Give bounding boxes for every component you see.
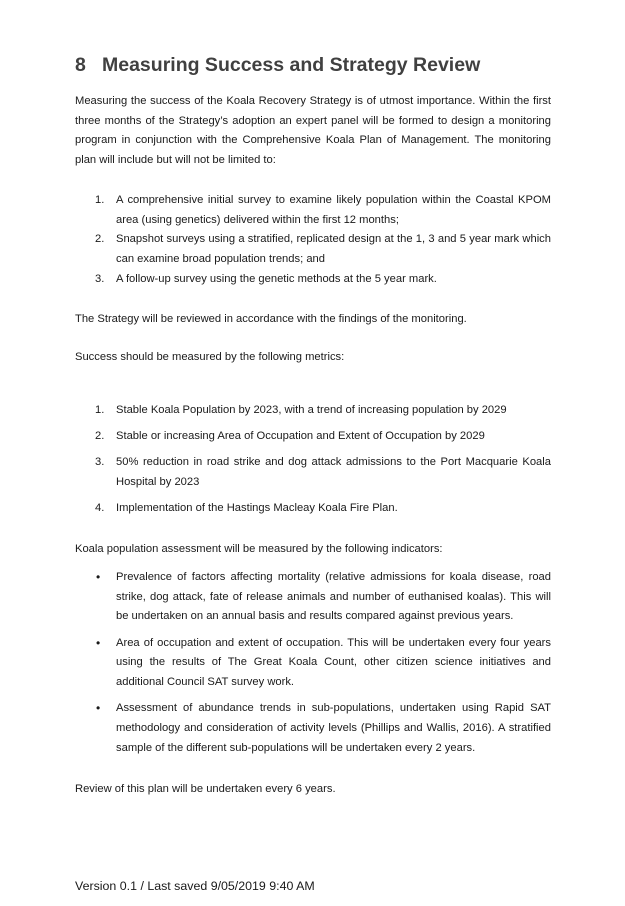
list-item (75, 634, 551, 693)
list-item-text: Area of occupation and extent of occupation. This will be undertaken every four years using the results of The Great Koala Count, other citizen science initiatives and additional Council SAT survey work. (116, 636, 551, 689)
list-item (75, 401, 551, 421)
section-title: Measuring Success and Strategy Review (102, 54, 481, 76)
list-item (75, 699, 551, 758)
list-item-text: 50% reduction in road strike and dog attack admissions to the Port Macquarie Koala Hospital by 2023 (116, 456, 551, 489)
list-item-text: Prevalence of factors affecting mortality (relative admissions for koala disease, road strike, dog attack, fate of release animals and number of euthanised koalas). This will be undertaken on an annual basis and results compared against previous years. (116, 571, 551, 623)
indicators-intro: Koala population assessment will be measured by the following indicators: (75, 543, 443, 555)
list-marker: 4. (95, 502, 105, 515)
monitoring-list (75, 191, 551, 290)
list-marker: 2. (95, 233, 105, 246)
list-item-text: Assessment of abundance trends in sub-populations, undertaken using Rapid SAT methodology and consideration of activity levels (Phillips and Wallis, 2016). A stratified sample of the different sub-populations will be undertaken every 2 years. (116, 702, 551, 754)
list-item (75, 270, 551, 290)
list-marker: 1. (95, 404, 105, 416)
list-item (75, 499, 551, 519)
bullet-icon: • (96, 701, 101, 716)
list-marker: 3. (95, 456, 105, 469)
metrics-list (75, 401, 551, 519)
section-heading (75, 53, 480, 77)
version-footer: Version 0.1 / Last saved 9/05/2019 9:40 AM (75, 879, 315, 893)
bullet-icon: • (96, 635, 101, 650)
list-marker: 2. (95, 430, 105, 443)
review-sentence: The Strategy will be reviewed in accordance with the findings of the monitoring. (75, 313, 467, 325)
list-item-text: Stable Koala Population by 2023, with a trend of increasing population by 2029 (116, 404, 507, 416)
list-item-text: A follow-up survey using the genetic methods at the 5 year mark. (116, 272, 437, 285)
bullet-icon: • (96, 570, 101, 584)
list-marker: 3. (95, 272, 105, 285)
indicators-list (75, 568, 551, 758)
intro-paragraph: Measuring the success of the Koala Recovery Strategy is of utmost importance. Within the first three months of the Strategy’s adoption an expert panel will be formed to design a monitoring program in conjunction with the Comprehensive Koala Plan of Management. The monitoring plan will include but will not be limited to: (75, 95, 551, 167)
metrics-intro: Success should be measured by the following metrics: (75, 351, 345, 363)
list-item (75, 453, 551, 492)
list-item-text: Stable or increasing Area of Occupation and Extent of Occupation by 2029 (116, 430, 485, 443)
list-item-text: A comprehensive initial survey to examine likely population within the Coastal KPOM area (using genetics) delivered within the first 12 months; (116, 194, 551, 226)
closing-sentence: Review of this plan will be undertaken every 6 years. (75, 783, 336, 795)
list-item-text: Snapshot surveys using a stratified, replicated design at the 1, 3 and 5 year mark which can examine broad population trends; and (116, 233, 551, 266)
list-item-text: Implementation of the Hastings Macleay Koala Fire Plan. (116, 502, 398, 515)
list-item (75, 427, 551, 447)
list-item (75, 568, 551, 627)
list-item (75, 191, 551, 230)
section-number: 8 (75, 54, 86, 76)
list-marker: 1. (95, 194, 105, 206)
list-item (75, 230, 551, 269)
